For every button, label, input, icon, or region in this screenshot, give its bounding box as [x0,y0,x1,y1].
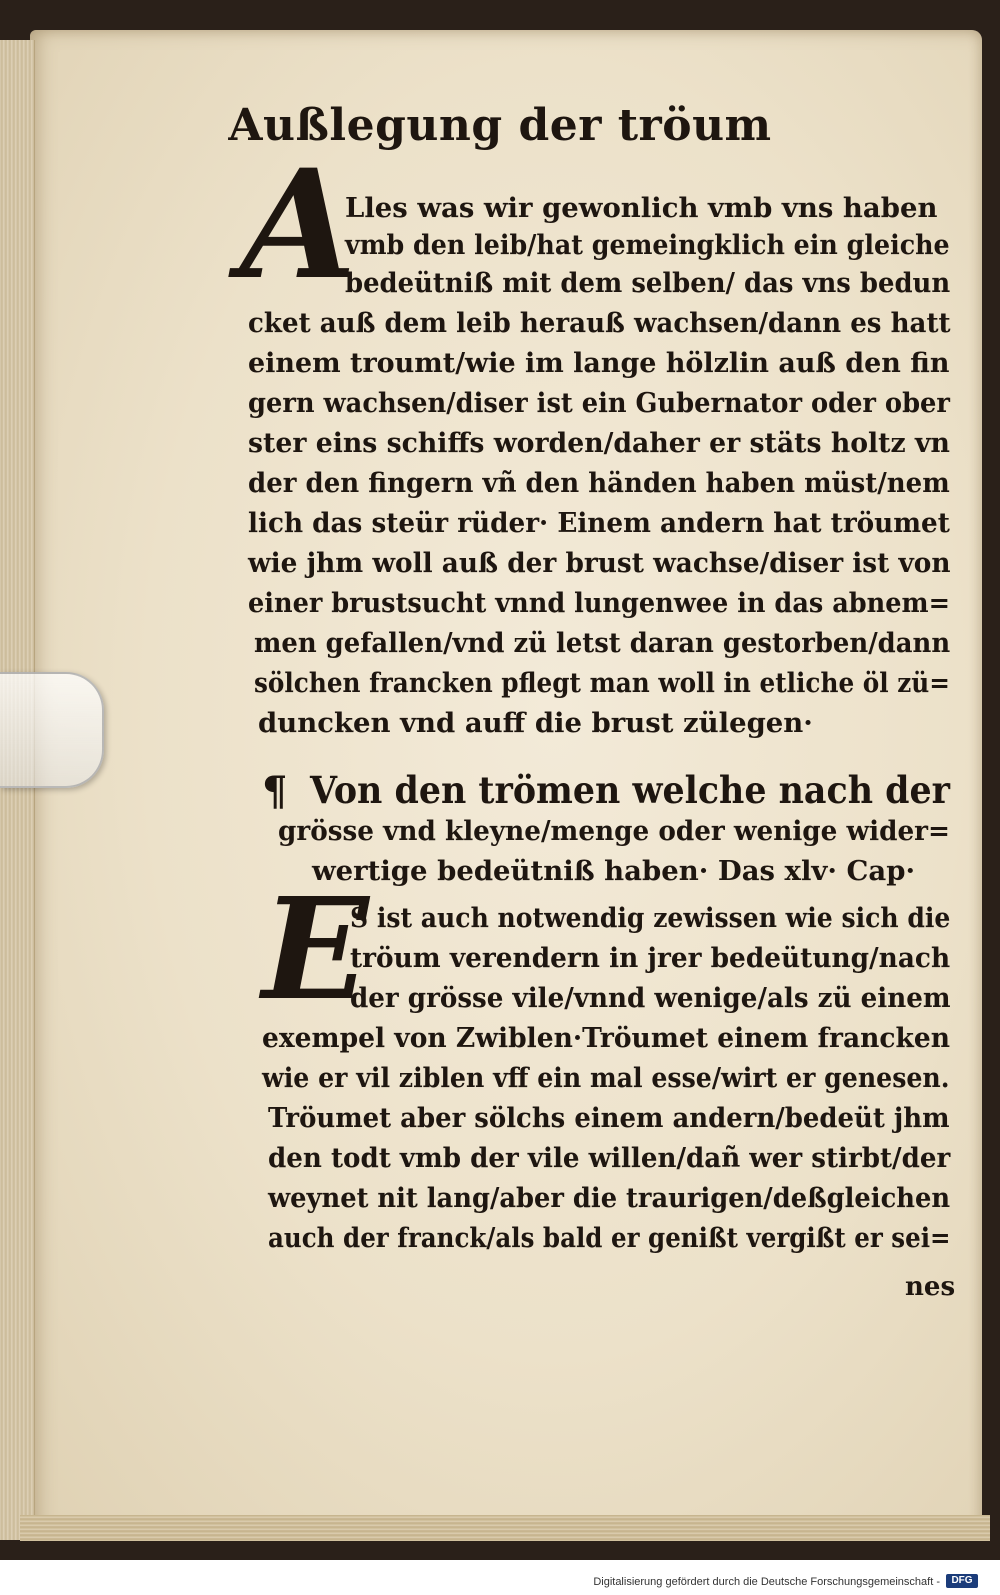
drop-cap-a: A [240,137,357,313]
page-bottom-edges [20,1515,990,1541]
text-line: Lles was wir gewonlich vmb vns haben [345,192,938,224]
page-title: Außlegung der tröum [228,100,772,151]
text-line: ster eins schiffs worden/daher er stäts holtz vn [248,427,950,459]
text-line: S ist auch notwendig zewissen wie sich die [350,902,951,934]
funding-credit: Digitalisierung gefördert durch die Deutsche Forschungsgemeinschaft - [593,1576,940,1588]
drop-cap-e: E [262,868,369,1032]
heading-line: Von den trömen welche nach der [310,768,950,812]
text-line: vmb den leib/hat gemeingklich ein gleiche [345,229,950,261]
text-line: men gefallen/vnd zü letst daran gestorben/dann [254,627,951,659]
page-clip [0,672,104,788]
text-line: den todt vmb der vile willen/dañ wer stirbt/der [268,1142,951,1174]
text-line: duncken vnd auff die brust zülegen· [258,707,813,739]
text-line: Tröumet aber sölchs einem andern/bedeüt jhm [268,1102,950,1134]
text-line: weynet nit lang/aber die traurigen/deßgleichen [268,1182,951,1214]
text-line: exempel von Zwiblen·Tröumet einem francken [262,1022,951,1054]
text-line: gern wachsen/diser ist ein Gubernator oder ober [248,387,950,419]
pilcrow-mark: ¶ [262,768,288,815]
heading-line: wertige bedeütniß haben· Das xlv· Cap· [312,855,916,887]
text-line: der grösse vile/vnnd wenige/als zü einem [350,982,951,1014]
text-line: sölchen francken pflegt man woll in etliche öl zü= [254,667,951,699]
text-line: lich das steür rüder· Einem andern hat tröumet [248,507,950,539]
text-line: auch der franck/als bald er genißt vergißt er sei= [268,1222,951,1254]
text-line: einer brustsucht vnnd lungenwee in das abnem= [248,587,951,619]
text-line: wie er vil ziblen vff ein mal esse/wirt er genesen. [262,1062,950,1094]
text-line: tröum verendern in jrer bedeütung/nach [350,942,951,974]
dfg-logo: DFG [946,1574,978,1588]
text-line: einem troumt/wie im lange hölzlin auß den fin [248,347,950,379]
text-line: bedeütniß mit dem selben/ das vns bedun [345,267,951,299]
text-line: wie jhm woll auß der brust wachse/diser ist von [248,547,951,579]
text-line: cket auß dem leib herauß wachsen/dann es hatt [248,307,951,339]
text-line: der den fingern vñ den händen haben müst/nem [248,467,950,499]
heading-line: grösse vnd kleyne/menge oder wenige wider= [278,815,951,847]
catchword: nes [905,1272,956,1302]
page-edges [0,40,35,1540]
